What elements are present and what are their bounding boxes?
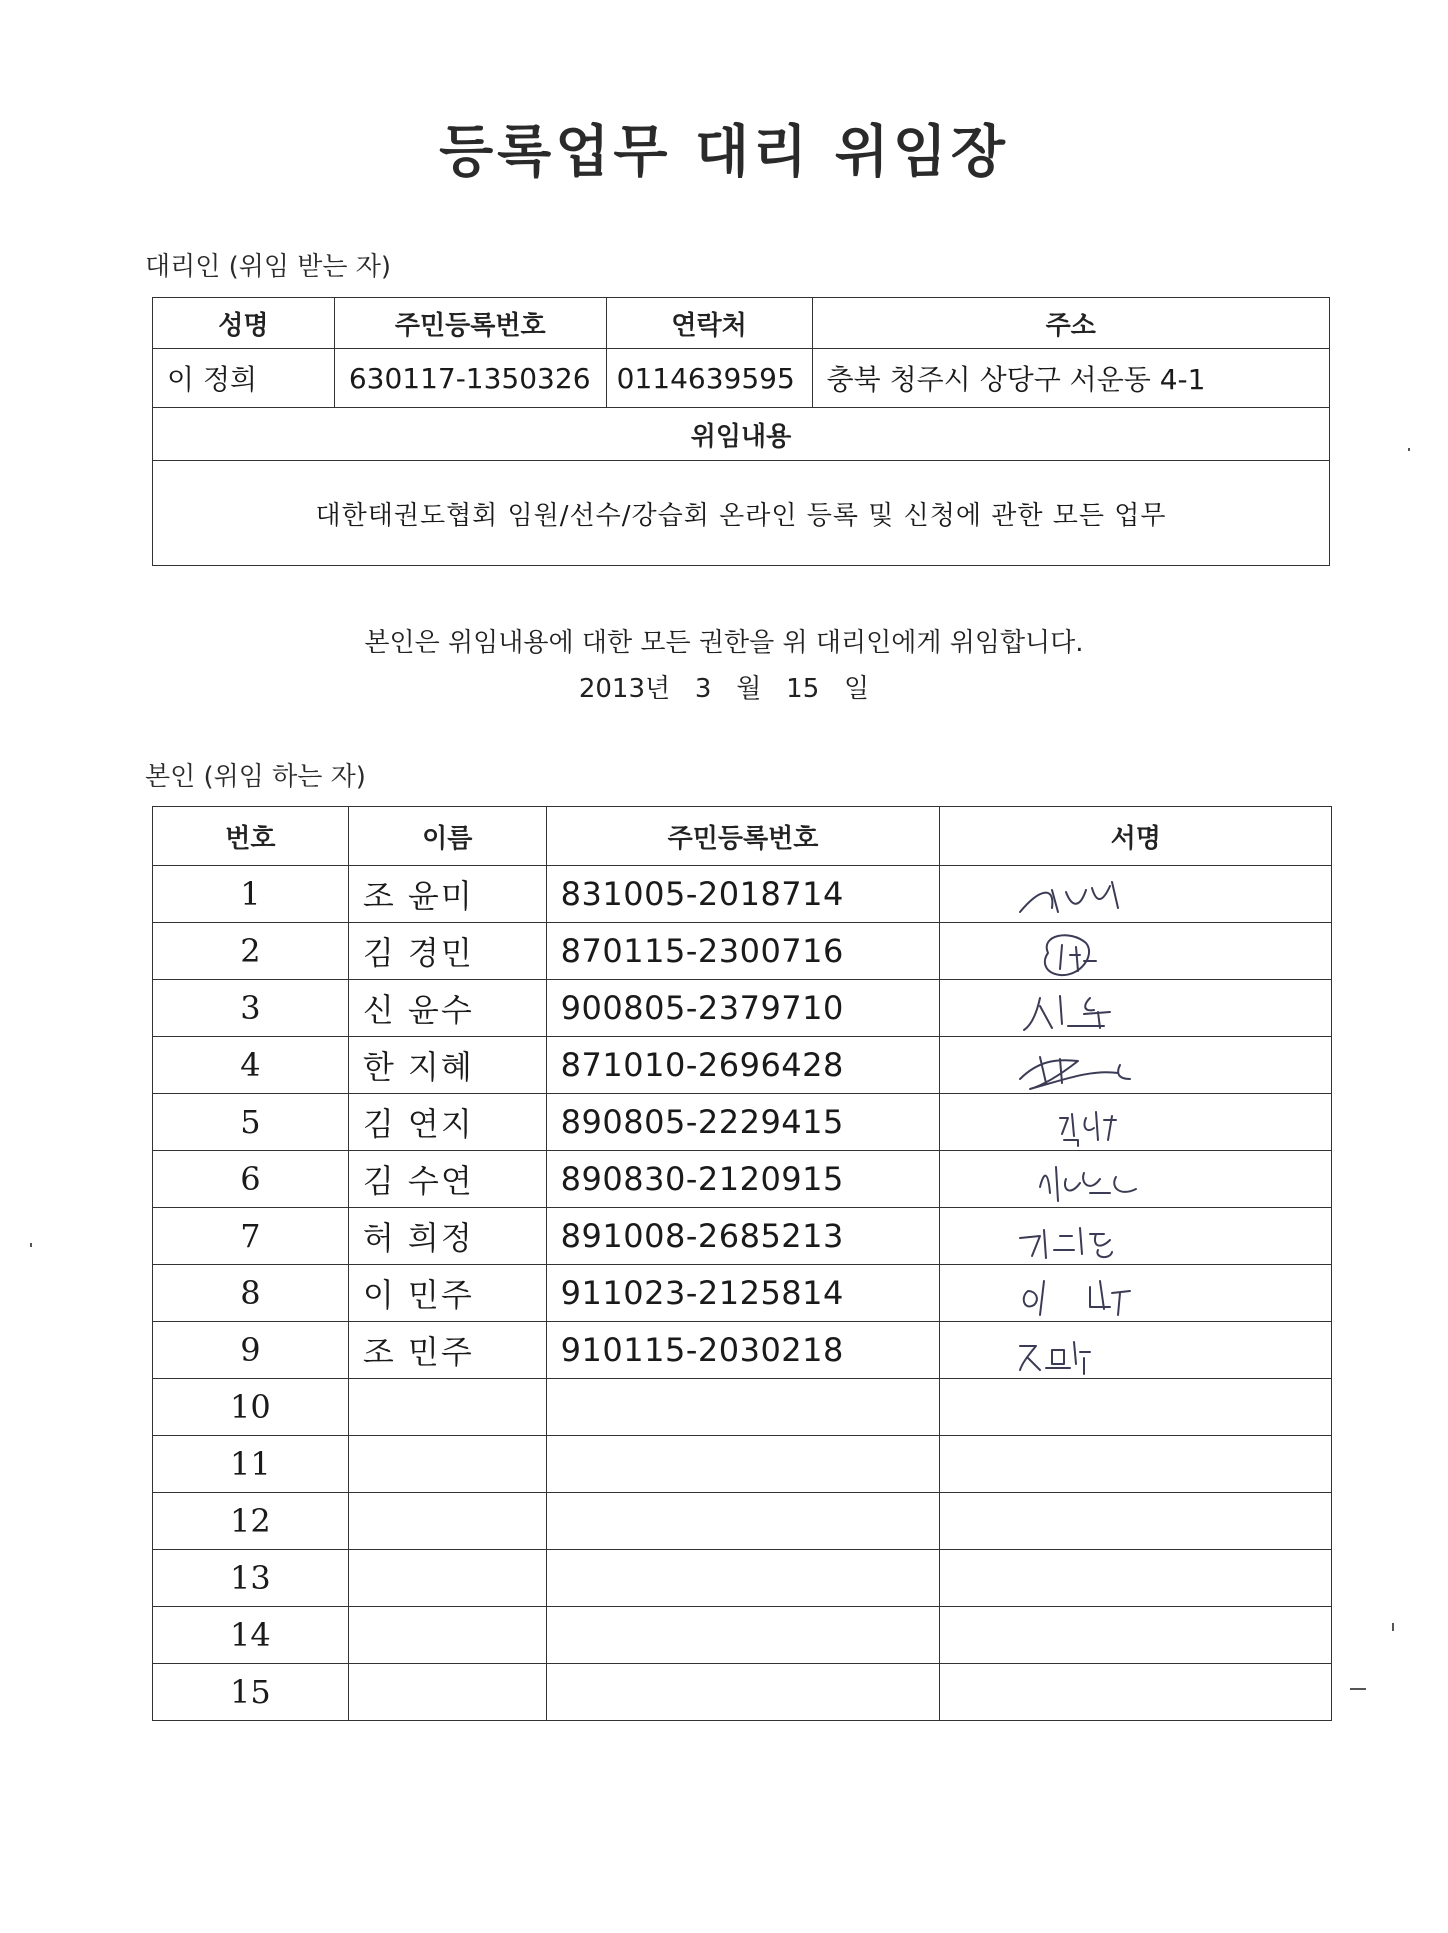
principal-row-name — [348, 1493, 546, 1550]
principal-row-rrn — [546, 1664, 940, 1721]
principal-row-name: 김 경민 — [348, 923, 546, 980]
handwritten-signature — [1000, 925, 1200, 979]
principal-row-signature — [940, 1265, 1332, 1322]
principal-row-signature — [940, 1322, 1332, 1379]
principal-header-signature: 서명 — [940, 807, 1332, 866]
principal-row-name: 허 희정 — [348, 1208, 546, 1265]
handwritten-signature — [1000, 1210, 1200, 1264]
table-row — [153, 1094, 1332, 1151]
principal-row-name — [348, 1550, 546, 1607]
principal-row-no: 8 — [153, 1265, 349, 1322]
principal-row-signature — [940, 1151, 1332, 1208]
principal-row-name: 신 윤수 — [348, 980, 546, 1037]
principal-row-rrn: 891008-2685213 — [546, 1208, 940, 1265]
principal-row-signature — [940, 1550, 1332, 1607]
principal-row-signature — [940, 1664, 1332, 1721]
principal-row-name: 조 민주 — [348, 1322, 546, 1379]
table-row — [153, 866, 1332, 923]
principal-header-rrn: 주민등록번호 — [546, 807, 940, 866]
scan-speck — [1408, 448, 1410, 451]
principal-row-signature — [940, 1436, 1332, 1493]
principal-row-rrn — [546, 1379, 940, 1436]
principal-row-signature — [940, 1607, 1332, 1664]
agent-name: 이 정희 — [153, 349, 335, 408]
table-row — [153, 1265, 1332, 1322]
table-row — [153, 1493, 1332, 1550]
handwritten-signature — [1000, 982, 1200, 1036]
principal-row-rrn — [546, 1436, 940, 1493]
principal-row-no: 15 — [153, 1664, 349, 1721]
principal-row-signature — [940, 923, 1332, 980]
principal-header-name: 이름 — [348, 807, 546, 866]
mandate-header-row — [153, 408, 1330, 461]
agent-address: 충북 청주시 상당구 서운동 4-1 — [812, 349, 1329, 408]
handwritten-signature — [1000, 1153, 1200, 1207]
agent-row — [153, 349, 1330, 408]
principal-row-name: 이 민주 — [348, 1265, 546, 1322]
document-date: 2013년 3 월 15 일 — [578, 674, 870, 704]
principal-row-name: 김 연지 — [348, 1094, 546, 1151]
principal-header-no: 번호 — [153, 807, 349, 866]
agent-contact: 0114639595 — [606, 349, 812, 408]
principal-row-rrn: 870115-2300716 — [546, 923, 940, 980]
table-row — [153, 980, 1332, 1037]
delegation-statement: 본인은 위임내용에 대한 모든 권한을 위 대리인에게 위임합니다. — [364, 628, 1084, 658]
handwritten-signature — [1000, 1267, 1200, 1321]
principal-row-rrn — [546, 1607, 940, 1664]
principal-row-rrn: 890805-2229415 — [546, 1094, 940, 1151]
principal-row-name: 조 윤미 — [348, 866, 546, 923]
principal-row-rrn: 900805-2379710 — [546, 980, 940, 1037]
principal-row-no: 5 — [153, 1094, 349, 1151]
principal-row-rrn: 911023-2125814 — [546, 1265, 940, 1322]
principal-row-no: 3 — [153, 980, 349, 1037]
principal-row-rrn — [546, 1493, 940, 1550]
principal-row-no: 2 — [153, 923, 349, 980]
principal-row-no: 13 — [153, 1550, 349, 1607]
principal-row-no: 12 — [153, 1493, 349, 1550]
scan-speck — [1350, 1688, 1366, 1690]
principal-row-rrn: 890830-2120915 — [546, 1151, 940, 1208]
principal-row-rrn: 831005-2018714 — [546, 866, 940, 923]
principal-row-no: 11 — [153, 1436, 349, 1493]
principal-row-no: 9 — [153, 1322, 349, 1379]
scan-speck — [1392, 1623, 1394, 1631]
agent-header-rrn: 주민등록번호 — [334, 298, 606, 349]
handwritten-signature — [1000, 1039, 1200, 1093]
principal-row-rrn: 910115-2030218 — [546, 1322, 940, 1379]
handwritten-signature — [1000, 868, 1200, 922]
table-row — [153, 1208, 1332, 1265]
principal-row-name — [348, 1664, 546, 1721]
principal-row-no: 6 — [153, 1151, 349, 1208]
table-row — [153, 1037, 1332, 1094]
agent-table — [152, 297, 1330, 566]
principal-row-signature — [940, 1493, 1332, 1550]
table-row — [153, 1607, 1332, 1664]
principal-row-name — [348, 1607, 546, 1664]
principal-row-signature — [940, 1379, 1332, 1436]
table-row — [153, 1379, 1332, 1436]
principal-row-no: 7 — [153, 1208, 349, 1265]
principal-row-signature — [940, 1094, 1332, 1151]
principal-row-rrn — [546, 1550, 940, 1607]
agent-header-row — [153, 298, 1330, 349]
principal-row-signature — [940, 980, 1332, 1037]
scan-speck — [30, 1243, 32, 1247]
principal-row-name: 한 지혜 — [348, 1037, 546, 1094]
table-row — [153, 1151, 1332, 1208]
principal-section-label: 본인 (위임 하는 자) — [145, 762, 366, 792]
principal-row-signature — [940, 1208, 1332, 1265]
principal-row-no: 10 — [153, 1379, 349, 1436]
agent-header-name: 성명 — [153, 298, 335, 349]
mandate-content-row — [153, 461, 1330, 566]
agent-header-contact: 연락처 — [606, 298, 812, 349]
agent-section-label: 대리인 (위임 받는 자) — [145, 252, 392, 282]
mandate-content: 대한태권도협회 임원/선수/강습회 온라인 등록 및 신청에 관한 모든 업무 — [153, 461, 1330, 566]
principal-row-signature — [940, 866, 1332, 923]
principal-row-name: 김 수연 — [348, 1151, 546, 1208]
principal-row-no: 1 — [153, 866, 349, 923]
table-row — [153, 1550, 1332, 1607]
principal-row-name — [348, 1379, 546, 1436]
table-row — [153, 1322, 1332, 1379]
principal-table — [152, 806, 1332, 1721]
principal-row-no: 4 — [153, 1037, 349, 1094]
principal-row-signature — [940, 1037, 1332, 1094]
table-row — [153, 923, 1332, 980]
principal-row-no: 14 — [153, 1607, 349, 1664]
handwritten-signature — [1000, 1096, 1200, 1150]
table-row — [153, 1664, 1332, 1721]
table-row — [153, 1436, 1332, 1493]
principal-row-rrn: 871010-2696428 — [546, 1037, 940, 1094]
agent-header-address: 주소 — [812, 298, 1329, 349]
document-title: 등록업무 대리 위임장 — [439, 120, 1009, 185]
agent-rrn: 630117-1350326 — [334, 349, 606, 408]
principal-header-row — [153, 807, 1332, 866]
handwritten-signature — [1000, 1324, 1200, 1378]
principal-row-name — [348, 1436, 546, 1493]
mandate-header: 위임내용 — [153, 408, 1330, 461]
